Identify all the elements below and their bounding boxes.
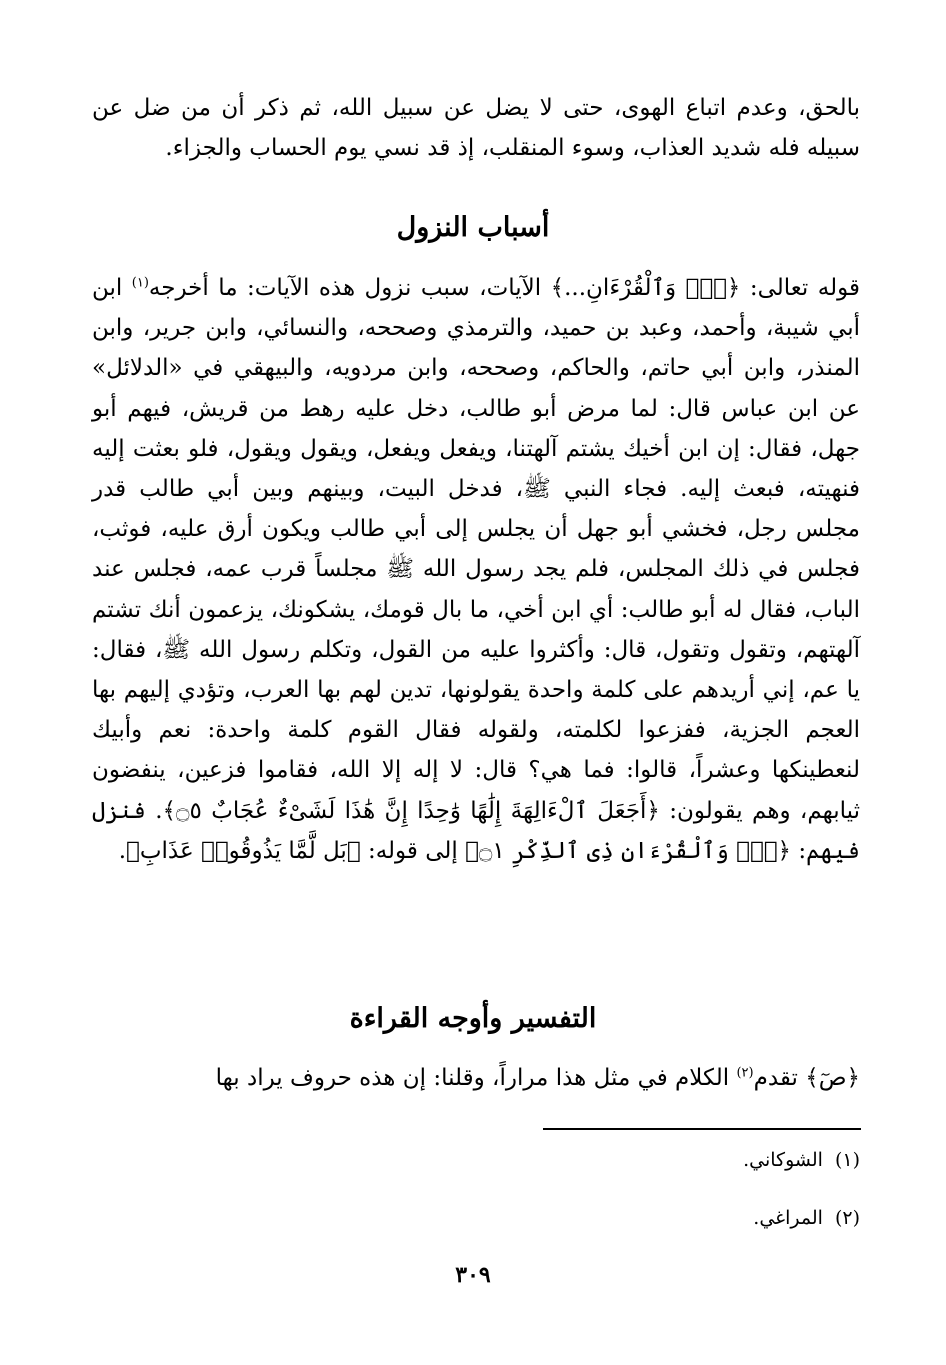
footnote-ref-2: (٢) xyxy=(736,1065,754,1081)
intro-paragraph xyxy=(92,88,860,168)
footnote-number: (٢) xyxy=(834,1207,860,1229)
page-number: ٣٠٩ xyxy=(455,1262,491,1288)
body-text-rest: ابن أبي شيبة، وأحمد، وعبد بن حميد، والترمذي وصححه، والنسائي، وابن جرير، وابن المنذر، وابن أبي حاتم، والحاكم، وصححه، وابن مردويه، والبيهقي في «الدلائل» عن ابن عباس قال: لما مرض أبو طالب، دخل عليه رهط من قريش، فيهم أبو جهل، فقال: إن ابن أخيك يشتم آلهتنا، ويفعل ويفعل، ويقول ويقول، فلو بعثت إليه فنهيته، فبعث إليه. فجاء النبي ﷺ، فدخل البيت، وبينهم وبين أبي طالب قدر مجلس رجل، فخشي أبو جهل أن يجلس إلى أبي طالب ويكون أرق عليه، فوثب، فجلس في ذلك المجلس، فلم يجد رسول الله ﷺ مجلساً قرب عمه، فجلس عند الباب، فقال له أبو طالب: أي ابن أخي، ما بال قومك، يشكونك، يزعمون أنك تشتم آلهتهم، وتقول وتقول، قال: وأكثروا عليه من القول، وتكلم رسول الله ﷺ، فقال: يا عم، إني أريدهم على كلمة واحدة يقولونها، تدين لهم بها العرب، وتؤدي إليهم بها العجم الجزية، ففزعوا لكلمته، ولقوله فقال القوم كلمة واحدة: نعم وأبيك لنعطينكها وعشراً، قالوا: فما هي؟ قال: لا إله إلا الله، فقاموا فزعين، ينفضون ثيابهم، وهم يقولون: ﴿أَجَعَلَ ٱلْءَالِهَةَ إِلَٰهًا وَٰحِدًا إِنَّ هَٰذَا لَشَىْءٌ عُجَابٌ ۝٥﴾. فنزل فيهم: ﴿صٓۚ وَٱلْقُرْءَانِ ذِى ٱلذِّكْرِ ۝١﴾ إلى قوله: ﴿بَل لَّمَّا يَذُوقُوا۟ عَذَابِ﴾. xyxy=(92,275,860,864)
revelation-causes-paragraph xyxy=(92,268,860,871)
footnote-2 xyxy=(753,1206,860,1230)
body-text-lead: قوله تعالى: ﴿صٓۚ وَٱلْقُرْءَانِ...﴾ الآيات، سبب نزول هذه الآيات: ما أخرجه xyxy=(148,275,860,301)
footnote-text: المراغي. xyxy=(753,1207,823,1229)
footnote-text: الشوكاني. xyxy=(743,1149,823,1171)
tafsir-text xyxy=(92,1058,860,1098)
footnote-ref-1: (١) xyxy=(131,275,149,291)
tafsir-paragraph xyxy=(92,1058,860,1098)
section-heading-revelation-causes: أسباب النزول xyxy=(396,212,550,243)
footnote-number: (١) xyxy=(834,1149,860,1171)
intro-text: بالحق، وعدم اتباع الهوى، حتى لا يضل عن سبيل الله، ثم ذكر أن من ضل عن سبيله فله شديد العذاب، وسوء المنقلب، إذ قد نسي يوم الحساب والجزاء. xyxy=(92,95,860,162)
tafsir-text-rest: الكلام في مثل هذا مراراً، وقلنا: إن هذه حروف يراد بها xyxy=(215,1065,730,1091)
revelation-causes-text xyxy=(92,268,860,871)
footnote-separator xyxy=(543,1128,861,1130)
tafsir-text-lead: ﴿صٓ﴾ تقدم xyxy=(753,1065,860,1091)
footnote-1 xyxy=(743,1148,860,1172)
section-heading-tafsir: التفسير وأوجه القراءة xyxy=(349,1003,597,1034)
